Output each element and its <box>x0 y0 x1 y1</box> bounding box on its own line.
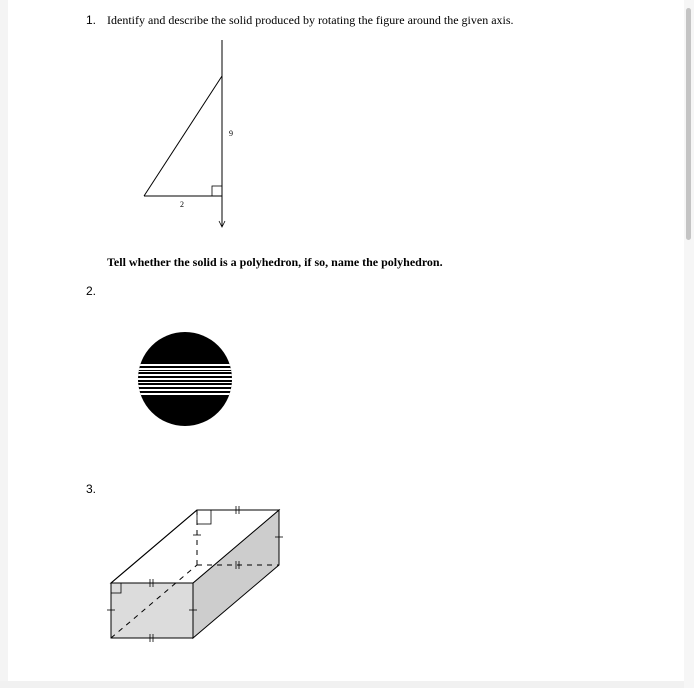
question-1-number: 1. <box>86 13 97 27</box>
sphere-figure <box>0 320 694 440</box>
question-1-text: Identify and describe the solid produced by rotating the figure around the given axis. <box>107 13 514 27</box>
height-label: 9 <box>229 129 233 138</box>
base-label: 2 <box>180 200 184 209</box>
rectangular-prism-figure <box>0 500 694 670</box>
question-2-number: 2. <box>86 284 97 298</box>
section-instruction: Tell whether the solid is a polyhedron, if so, name the polyhedron. <box>107 255 443 269</box>
right-triangle-figure <box>0 0 694 240</box>
question-3-number: 3. <box>86 482 97 496</box>
page-bottom-edge <box>0 681 694 688</box>
